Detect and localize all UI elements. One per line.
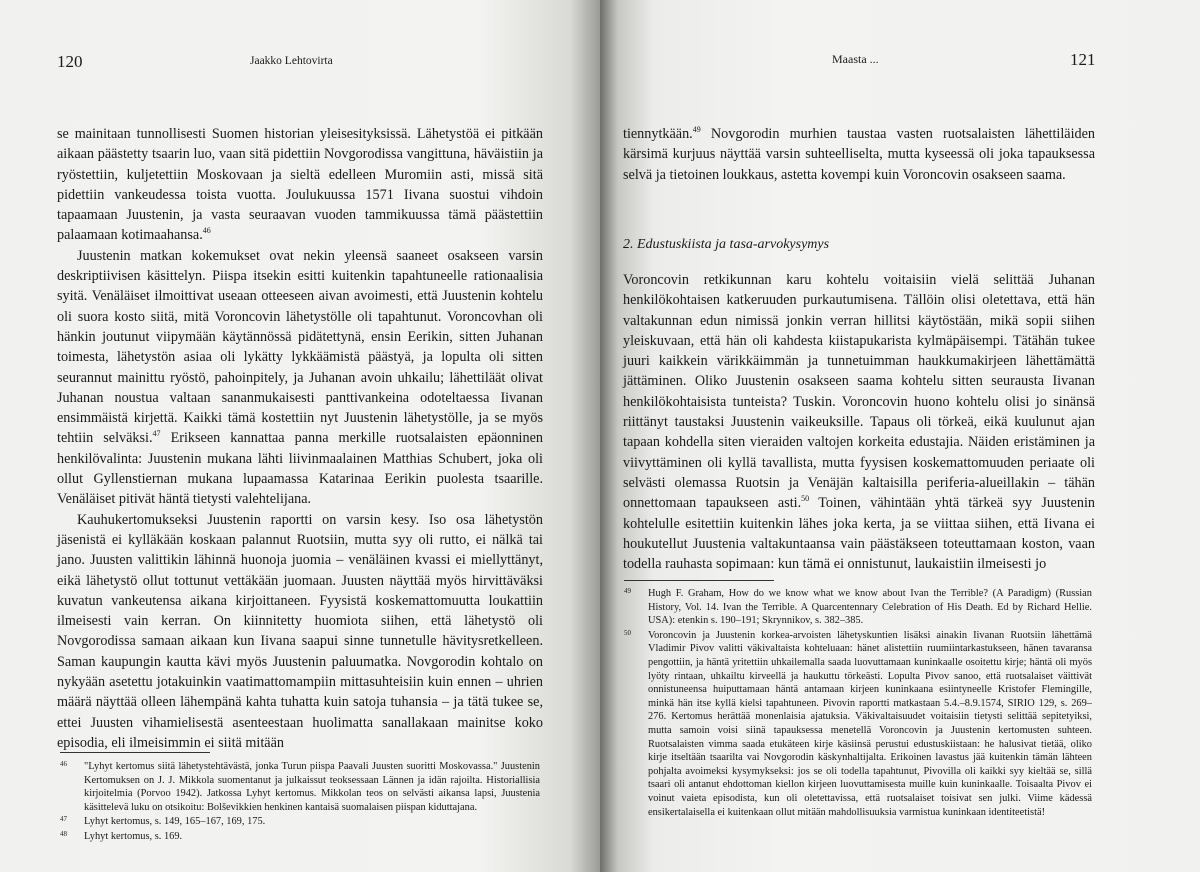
right-page bbox=[600, 0, 1200, 872]
paragraph: Kauhukertomukseksi Juustenin raportti on varsin kesy. Iso osa lähetystön jäsenistä ei kylläkään koskaan palannut Ruotsiin, mutta syy oli rutto, ei nälkä tai jano. Juusten valittikin lähinnä huonoja juomia – venäläinen kvassi ei miellyttänyt, eikä lähetystö ollut tottunut vettäkään juomaan. Juusten näyttää myös hirvittäväksi kuvatun vankeutensa aikana kirjoittaneen. Fyysistä koskemattomuutta loukattiin ilmeisesti vain kerran. On kiinnitetty huomiota siihen, että lähetystö oli Novgorodissa samaan aikaan kun Iivana saapui sinne tunnetulle hävitysretkelleen. Saman kaupungin kautta kävi myös Juustenin paluumatka. Novgorodin kohtalo on nykyään asetettu jotakuinkin vaatimattomampiin mittasuhteisiin kuin ennen – uhrien määrä näyttää olleen lähempänä kahta tuhatta kuin satoja tuhansia – ja tätä tukee se, ettei Juusten vihamielisestä asenteestaan huolimatta sanallakaan mainitse koko episodia, eli ilmeisimmin ei siitä mitään bbox=[57, 511, 543, 751]
paragraph: Voroncovin retkikunnan karu kohtelu voitaisiin vielä selittää Juhanan henkilökohtaisen katkeruuden purkautumisena. Tällöin olisi oletettava, että hän valtakunnan edun nimissä jonkin verran hillitsi käytöstään, mikä sopii siihen yleiskuvaan, että hän oli kahdesta kiistapukarista kylmäpäisempi. Tätähän tukee juuri kaikkein värikkäimmän ja tunnetuimman haukkumakirjeen lähettämättä jättäminen. Oliko Juustenin osakseen saama kohtelu sitten seurausta Iivanan henkilökohtaisista tunteista? Tuskin. Voroncovin huono kohtelu olisi jo sinänsä riittänyt taustaksi Juustenin vaikeuksille. Tapaus oli törkeä, eikä kuulunut ajan tapaan kohdella siten vieraiden valtojen korkeita edustajia. Näiden eristäminen ja viivyttäminen oli kyllä tavallista, mutta fyysisen koskemattomuuden periaate oli selvästi olemassa Ruotsin ja Venäjän kaltaisilla periferia-alueillakin – tähän onnettomaan tapaukseen asti.$^{50}$ Toinen, vähintään yhtä tärkeä syy Juustenin kohtelulle esitettiin kuitenkin lähes joka kerta, ja se viittaa siihen, että Iivana ei houkutellut Juustenia valtakuntaansa vain päästäkseen toteuttamaan koston, vaan todella rauhasta sopimaan: kun tämä ei onnistunut, laukaistiin ilmeisesti jo bbox=[623, 272, 1095, 573]
right-running-head: Maasta ... bbox=[832, 52, 879, 66]
right-footnotes bbox=[624, 587, 1092, 820]
footnote-ref: 49 bbox=[692, 125, 701, 134]
footnote-ref: 47 bbox=[152, 429, 161, 439]
right-intro-text bbox=[623, 124, 1095, 185]
footnote: 47 Lyhyt kertomus, s. 149, 165–167, 169, 175. bbox=[60, 815, 266, 828]
footnote-ref: 46 bbox=[202, 226, 211, 236]
paragraph: Juustenin matkan kokemukset ovat nekin yleensä saaneet osakseen varsin deskriptiivisen käsittelyn. Piispa itsekin esitti kuitenkin tapahtuneelle rationaalisia syitä. Venäläiset ilmoittivat useaan otteeseen aivan avoimesti, että Juustenin kohtelu oli suora kosto siitä, mitä Voroncovin lähetystölle oli tapahtunut. Voroncovhan oli hänkin joutunut viipymään käytännössä pidätettynä, ensin Eerikin, sitten Juhanan toimesta, lähetystön asiaa oli lykätty lykkäämistä päästyä, ja lopulta oli sitten seurannut mainittu ryöstö, pahoinpitely, ja Juhanan avoin uhkailu; lähettiläät olivat Juhanan noustua valtaan sananmukaisesti panttivankeina odoteltaessa Iivanan ensimmäistä kirjettä. Kaikki tämä kostettiin nyt Juustenin lähetystölle, ja se myös tehtiin selväksi.$^{47}$ Erikseen kannattaa panna merkille ruotsalaisten epäonninen henkilövalinta: Juustenin mukana lähti liivinmaalainen Matthias Schubert, joka oli ollut Gyllenstiernan mukana lupaamassa Katarinaa Eerikin puolesta tsaarille. Venäläiset pitivät häntä tietysti valehtelijana. bbox=[57, 247, 543, 508]
left-body-text bbox=[57, 124, 543, 753]
footnote: 49 Hugh F. Graham, How do we know what we know about Ivan the Terrible? (A Paradigm) (Russian History, Vol. 14. Ivan the Terrible. A Quarcentennary Celebration of His Death. Ed by Richard Hellie. USA): etenkin s. 190–191; Skrynnikov, s. 382–385. bbox=[624, 587, 1092, 627]
left-page-number: 120 bbox=[57, 52, 83, 71]
footnote: 48 Lyhyt kertomus, s. 169. bbox=[60, 829, 183, 842]
footnote-ref: 50 bbox=[801, 494, 810, 504]
footnote: 46 "Lyhyt kertomus siitä lähetystehtävästä, jonka Turun piispa Paavali Juusten suoritti Moskovassa." Juustenin Kertomuksen on J. J. Mikkola suomentanut ja julkaissut teoksessaan Lännen ja idän rajoilta. Historiallisia kirjoitelmia (Porvoo 1942). Jatkossa Lyhyt kertomus. Mikkolan teos on selvästi aikansa lapsi, Juustenia käsittelevä luku on otsikoitu: Bolševikkien henkinen kantaisä suomalaisen piispan kiduttajana. bbox=[60, 760, 540, 813]
footnote-rule bbox=[60, 752, 210, 753]
left-running-head: Jaakko Lehtovirta bbox=[250, 55, 333, 67]
section-heading: 2. Edustuskiista ja tasa-arvokysymys bbox=[623, 237, 830, 252]
footnote-rule bbox=[624, 580, 774, 581]
footnote: 50 Voroncovin ja Juustenin korkea-arvoisten lähetyskuntien lisäksi ainakin Iivanan Ruotsiin lähettämä Vladimir Pivov valitti väkivaltaista kohteluaan: hänet alistettiin ruumiintarkastukseen, hänen tavaransa pengottiin, ja häntä yritettiin uhkailemalla saada luovuttamaan kuninkaalle osoitettu kirje; häntä oli myös lyöty rintaan, uhkailtu kirveellä ja haukuttu törkeästi. Lopulta Pivov sanoo, että ruotsalaiset väittivät onnistuneensa huiputtamaan häntä antamaan kirjeen kuninkaana esiintyneelle Kristofer Flemingille, minkä hän itse kyllä kielsi tapahtuneen. Pivovin raportti matkastaan 5.4.–8.9.1574, SIRIO 129, s. 269–276. Kertomus herättää monenlaisia ajatuksia. Väkivaltaisuudet voitaisiin tietysti selittää sepitetyiksi, mutta samoin voisi siinä tapauksessa menetellä Voroncovin ja Juustenin kertomusten suhteen. Ruotsalaisten vimma saada etukäteen kirje käsiinsä perustui edustuskiistaan: he halusivat tietää, oliko kirje itseltään tsaarilta vai Novgorodin käskynhaltijalta. Erikoinen lavastus jää kuitenkin tämän lähteen pohjalta avoimeksi kysymykseksi: jos se oli todella tapahtunut, Pivovilla oli kaikki syy kieltää se, sillä tsaari oli antanut ehdottoman kiellon kirjeen luovuttamisesta muille kuin kuninkaalle. Toisaalta Pivov ei voinut vaieta episodista, kun oli oletettavissa, että ruotsalaiset toisivat sen julki. Viime kädessä ensikertalaisella ei kuitenkaan ollut mitään mahdollisuuksia varmistua kuninkaan identiteetistä! bbox=[624, 628, 1092, 818]
right-body-text bbox=[623, 270, 1095, 574]
paragraph: tiennytkään.$^{49}$ Novgorodin murhien taustaa vasten ruotsalaisten lähettiläiden kärsimä kurjuus näyttää varsin suhteelliselta, mutta kyseessä oli joka tapauksessa selvä ja tietoinen loukkaus, astetta kovempi kuin Voroncovin osakseen saama. bbox=[623, 125, 1095, 183]
left-footnotes bbox=[60, 760, 540, 845]
paragraph: se mainitaan tunnollisesti Suomen historian yleisesityksissä. Lähetystöä ei pitkään aikaan päästetty tsaarin luo, vaan sitä pidettiin Novgorodissa vangittuna, häväistiin ja ryöstettiin, kuljetettiin Moskovaan ja sieltä edelleen Muromiin asti, missä sitä pidettiin vankeudessa toista vuotta. Joulukuussa 1571 Iivana suostui vihdoin tapaamaan Juustenin, ja vasta seuraavan vuoden tammikuussa tämä päästettiin palaamaan kotimaahansa.$^{46}$ bbox=[57, 126, 543, 244]
right-page-number: 121 bbox=[1070, 50, 1096, 69]
